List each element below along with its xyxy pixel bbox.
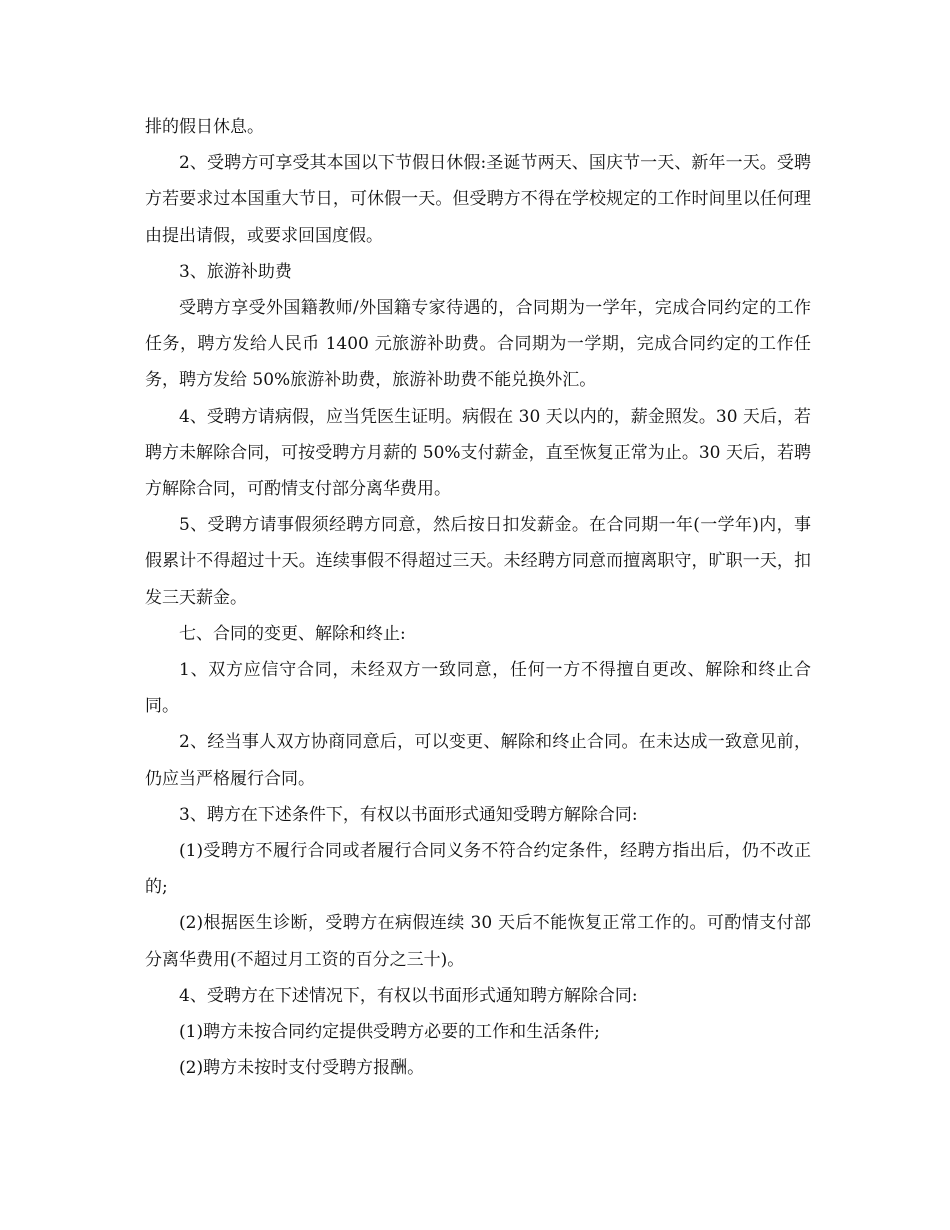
list-item-employer-condition-2: (2)根据医生诊断，受聘方在病假连续 30 天后不能恢复正常工作的。可酌情支付部分离华费用(不超过月工资的百分之三十)。 [145,913,811,970]
heading-travel-allowance: 3、旅游补助费 [179,261,292,282]
paragraph-personal-leave: 5、受聘方请事假须经聘方同意，然后按日扣发薪金。在合同期一年(一学年)内，事假累计不得超过十天。连续事假不得超过三天。未经聘方同意而擅离职守，旷职一天，扣发三天薪金。 [145,515,811,608]
paragraph-mutual-agreement: 2、经当事人双方协商同意后，可以变更、解除和终止合同。在未达成一致意见前，仍应当严格履行合同。 [145,732,811,789]
document-body [145,109,811,1086]
paragraph-travel-allowance: 受聘方享受外国籍教师/外国籍专家待遇的，合同期为一学年，完成合同约定的工作任务，聘方发给人民币 1400 元旅游补助费。合同期为一学期，完成合同约定的工作任务，聘方发给 50%旅游补助费，旅游补助费不能兑换外汇。 [145,298,811,391]
paragraph-national-holidays: 2、受聘方可享受其本国以下节假日休假:圣诞节两天、国庆节一天、新年一天。受聘方若要求过本国重大节日，可休假一天。但受聘方不得在学校规定的工作时间里以任何理由提出请假，或要求回国度假。 [145,153,811,246]
list-item-employee-condition-2: (2)聘方未按时支付受聘方报酬。 [179,1058,425,1079]
paragraph-employer-termination: 3、聘方在下述条件下，有权以书面形式通知受聘方解除合同: [179,804,638,825]
paragraph-keep-contract: 1、双方应信守合同，未经双方一致同意，任何一方不得擅自更改、解除和终止合同。 [145,660,811,717]
paragraph-employee-termination: 4、受聘方在下述情况下，有权以书面形式通知聘方解除合同: [179,985,638,1006]
list-item-employer-condition-1: (1)受聘方不履行合同或者履行合同义务不符合约定条件，经聘方指出后，仍不改正的; [145,841,811,898]
list-item-employee-condition-1: (1)聘方未按合同约定提供受聘方必要的工作和生活条件; [179,1022,600,1043]
paragraph-holiday-rest-continuation: 排的假日休息。 [145,117,264,137]
heading-contract-change: 七、合同的变更、解除和终止: [179,623,406,644]
paragraph-sick-leave: 4、受聘方请病假，应当凭医生证明。病假在 30 天以内的，薪金照发。30 天后，若聘方未解除合同，可按受聘方月薪的 50%支付薪金，直至恢复正常为止。30 天后，若聘方解除合同，可酌情支付部分离华费用。 [145,406,811,500]
